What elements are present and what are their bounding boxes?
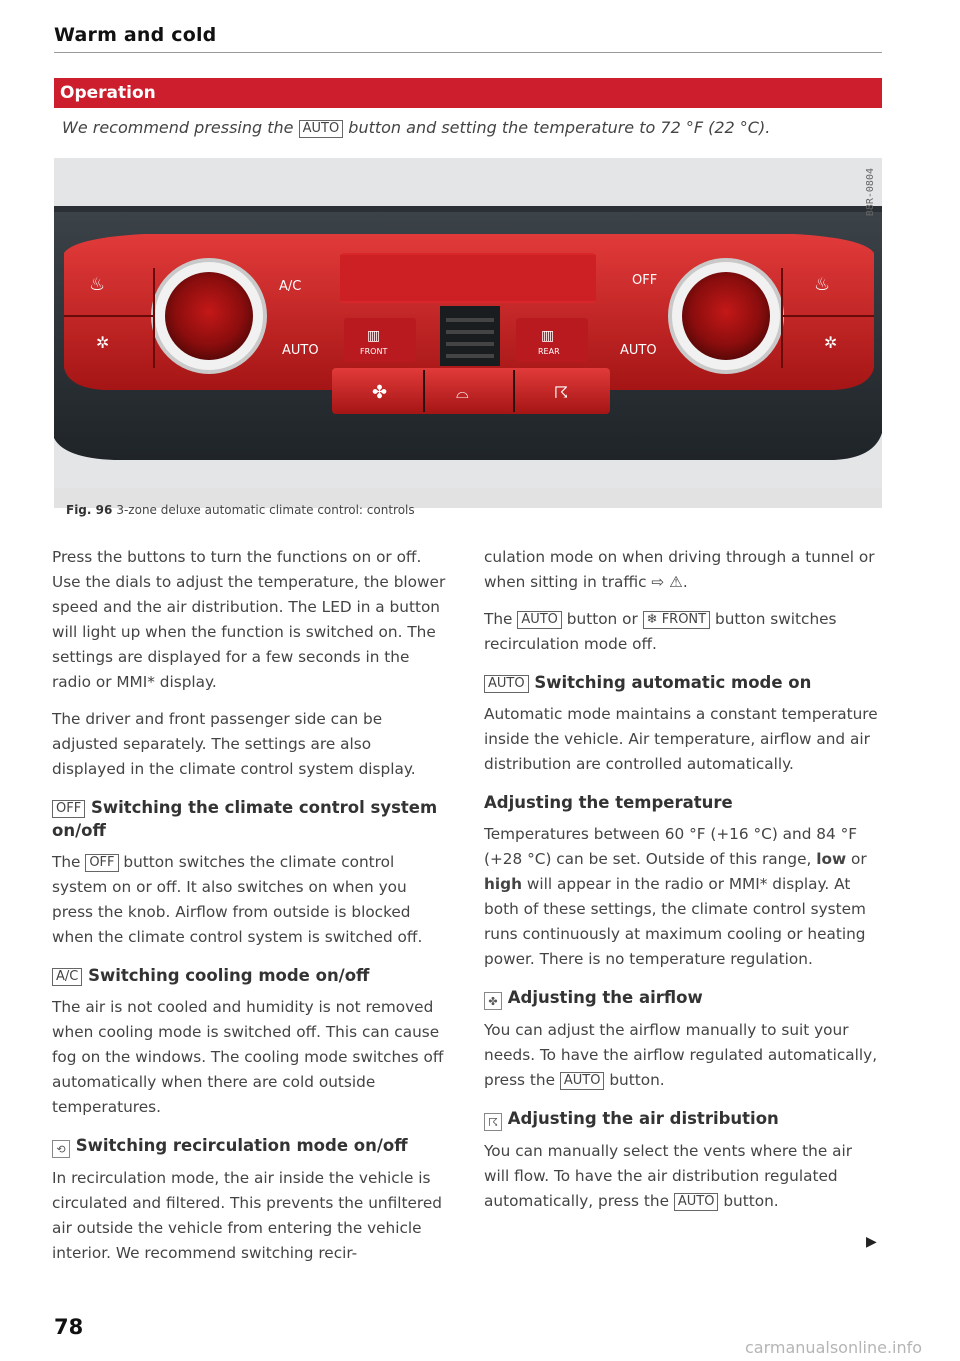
svg-text:⌓: ⌓ <box>456 383 469 402</box>
auto-left-label: AUTO <box>282 343 319 358</box>
paragraph: The air is not cooled and humidity is not removed when cooling mode is switched off. This can cause fog on the windows. The cooling mode switches off automatically when there are cold outside temperatures. <box>52 998 444 1116</box>
header-rule <box>54 52 882 53</box>
off-key: OFF <box>85 854 118 872</box>
svg-text:▥: ▥ <box>367 328 381 344</box>
watermark: carmanualsonline.info <box>745 1338 923 1357</box>
heading-auto: AUTO Switching automatic mode on <box>484 671 879 694</box>
heading-temperature: Adjusting the temperature <box>484 793 733 812</box>
paragraph: In recirculation mode, the air inside the vehicle is circulated and filtered. This prevents the unfiltered air outside the vehicle from entering the vehicle interior. We recommend switching recir- <box>52 1169 442 1262</box>
svg-text:✲: ✲ <box>96 333 110 352</box>
heading-ac: A/C Switching cooling mode on/off <box>52 964 447 987</box>
continue-arrow-icon: ▶ <box>866 1234 877 1250</box>
intro-text: We recommend pressing the AUTO button and setting the temperature to 72 °F (22 °C). <box>62 118 771 137</box>
left-column <box>52 545 447 1278</box>
figure-caption: Fig. 96 3-zone deluxe automatic climate control: controls <box>66 503 415 517</box>
svg-text:♨: ♨ <box>814 274 831 295</box>
section-banner: Operation <box>54 78 882 108</box>
off-key: OFF <box>52 800 85 818</box>
fan-icon: ✤ <box>484 992 502 1010</box>
heading-airflow: ✤ Adjusting the airflow <box>484 986 879 1010</box>
auto-key: AUTO <box>517 611 562 629</box>
climate-control-figure <box>54 158 882 508</box>
air-distribution-icon: ☈ <box>484 1113 502 1131</box>
paragraph: Press the buttons to turn the functions on or off. Use the dials to adjust the temperature, the blower speed and the air distribution. The LED in a button will light up when the function is switched on. The settings are displayed for a few seconds in the radio or MMI* display. <box>52 548 446 691</box>
rear-label: REAR <box>538 347 560 356</box>
figure-id: B8R-0804 <box>865 168 876 217</box>
climate-panel-illustration <box>54 158 882 488</box>
ac-key: A/C <box>52 968 82 986</box>
section-title: Warm and cold <box>54 24 217 46</box>
defrost-icon: ❄ <box>646 612 658 627</box>
front-label: FRONT <box>360 347 388 356</box>
heading-off: OFF Switching the climate control system on/off <box>52 798 438 840</box>
paragraph: culation mode on when driving through a tunnel or when sitting in traffic ⇨ ⚠. <box>484 548 875 591</box>
paragraph: The driver and front passenger side can be adjusted separately. The settings are also displayed in the climate control system display. <box>52 710 416 778</box>
svg-text:▥: ▥ <box>541 328 555 344</box>
auto-key: AUTO <box>484 675 529 693</box>
page-number: 78 <box>54 1315 84 1339</box>
heading-air-distribution: ☈ Adjusting the air distribution <box>484 1107 879 1131</box>
right-column <box>484 545 879 1226</box>
paragraph: You can manually select the vents where the air will flow. To have the air distribution regulated automatically, press the AUTO button. <box>484 1142 853 1210</box>
svg-text:♨: ♨ <box>89 274 106 295</box>
front-key: ❄ FRONT <box>643 611 710 629</box>
auto-key: AUTO <box>674 1193 719 1211</box>
auto-key: AUTO <box>299 120 344 138</box>
heading-recirculation: ⟲ Switching recirculation mode on/off <box>52 1134 447 1158</box>
off-label: OFF <box>632 273 658 288</box>
paragraph: Automatic mode maintains a constant temperature inside the vehicle. Air temperature, airflow and air distribution are controlled automatically. <box>484 705 878 773</box>
auto-key: AUTO <box>560 1072 605 1090</box>
paragraph: Temperatures between 60 °F (+16 °C) and 84 °F (+28 °C) can be set. Outside of this range, low or high will appear in the radio or MMI* display. At both of these settings, the climate control system runs continuously at maximum cooling or heating power. There is no temperature regulation. <box>484 825 867 968</box>
ac-label: A/C <box>279 279 302 294</box>
auto-right-label: AUTO <box>620 343 657 358</box>
paragraph: The OFF button switches the climate control system on or off. It also switches on when you press the knob. Airflow from outside is blocked when the climate control system is switched off. <box>52 853 423 946</box>
recirculation-icon: ⟲ <box>52 1140 70 1158</box>
svg-text:✲: ✲ <box>824 333 838 352</box>
svg-text:☈: ☈ <box>554 383 569 402</box>
paragraph: The AUTO button or ❄ FRONT button switches recirculation mode off. <box>484 610 837 653</box>
svg-text:✤: ✤ <box>372 382 388 403</box>
paragraph: You can adjust the airflow manually to suit your needs. To have the airflow regulated automatically, press the AUTO button. <box>484 1021 878 1089</box>
